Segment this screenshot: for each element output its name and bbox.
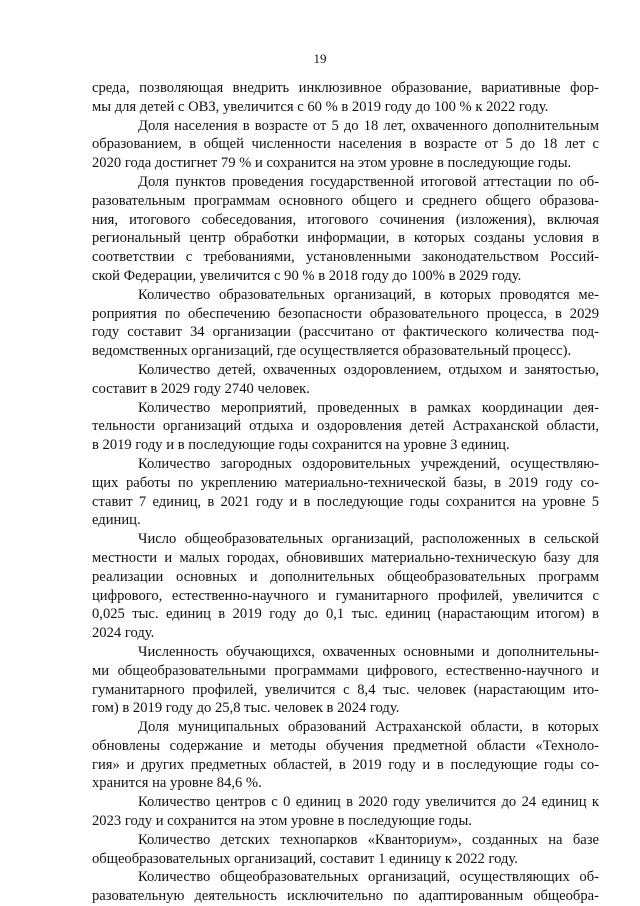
text-line: ской Федерации, увеличится с 90 % в 2018 году до 100% в 2029 году. [92,267,522,284]
text-line: разовательную деятельность исключительно по адаптированным общеобра- [92,888,599,905]
text-line: 0,025 тыс. единиц в 2019 году до 0,1 тыс. единиц (нарастающим итогом) в [92,606,599,623]
text-line: среда, позволяющая внедрить инклюзивное образование, вариативные фор- [92,80,599,96]
text-line: 2023 году и сохранится на этом уровне в последующие годы. [92,813,472,830]
text-line: хранится на уровне 84,6 %. [92,775,262,792]
text-line: Количество образовательных организаций, в которых проводятся ме- [138,286,599,303]
text-line: гуманитарного профилей, увеличится с 8,4 тыс. человек (нарастающим ито- [92,681,599,698]
text-line: Число общеобразовательных организаций, расположенных в сельской [138,531,599,548]
text-line: в 2019 году и в последующие годы сохранится на уровне 3 единиц. [92,437,510,454]
text-line: ведомственных организаций, где осуществляется образовательный процесс). [92,343,572,360]
text-line: 2020 года достигнет 79 % и сохранится на этом уровне в последующие годы. [92,155,572,172]
text-line: общеобразовательных организаций, составит 1 единицу к 2022 году. [92,850,518,867]
text-line: Количество общеобразовательных организаций, осуществляющих об- [138,869,599,886]
text-line: тельности организаций отдыха и оздоровления детей Астраханской области, [92,418,599,435]
text-line: единиц. [92,512,141,529]
text-line: Количество загородных оздоровительных учреждений, осуществляю- [138,455,599,472]
text-line: обновлены содержание и методы обучения предметной области «Техноло- [92,737,599,754]
text-line: Количество мероприятий, проведенных в рамках координации дея- [138,399,599,416]
text-line: Количество детей, охваченных оздоровлением, отдыхом и занятостью, [138,361,599,378]
text-line: ставит 7 единиц, в 2021 году и в последующие годы сохранится на уровне 5 [92,493,599,510]
text-line: региональный центр обработки информации, в которых созданы условия в [92,230,599,247]
text-line: составит в 2029 году 2740 человек. [92,380,310,397]
text-line: щих работы по укреплению материально-технической базы, в 2019 году со- [92,474,599,491]
text-line: году составит 34 организации (рассчитано от фактического количества под- [92,324,599,341]
text-line: цифрового, естественно-научного и гуманитарного профилей, увеличится с [92,587,599,604]
text-line: Доля населения в возрасте от 5 до 18 лет, охваченного дополнительным [138,117,599,134]
text-line: разовательным программам основного общего и среднего общего образова- [92,192,599,209]
text-line: образованием, в общей численности населения в возрасте от 5 до 18 лет с [92,136,599,153]
text-line: ми общеобразовательными программами цифрового, естественно-научного и [92,662,599,679]
text-line: соответствии с требованиями, установленными законодательством Россий- [92,249,599,266]
text-line: Доля пунктов проведения государственной итоговой аттестации по об- [138,173,599,190]
body-text [92,79,599,906]
text-line: роприятия по обеспечению безопасности образовательного процесса, в 2029 [92,305,599,322]
text-line: ния, итогового собеседования, итогового сочинения (изложения), включая [92,211,599,228]
page-number: 19 [313,51,327,66]
text-line: Доля муниципальных образований Астраханской области, в которых [138,719,599,736]
text-line: Количество детских технопарков «Кванториум», созданных на базе [138,831,599,848]
text-line: мы для детей с ОВЗ, увеличится с 60 % в 2019 году до 100 % к 2022 году. [92,98,549,115]
text-line: Количество центров с 0 единиц в 2020 году увеличится до 24 единиц к [138,794,599,811]
text-line: гом) в 2019 году до 25,8 тыс. человек в 2024 году. [92,700,400,717]
text-line: реализации основных и дополнительных общеобразовательных программ [92,568,599,585]
text-line: 2024 году. [92,625,155,642]
text-line: гия» и других предметных областей, в 2019 году и в последующие годы со- [92,756,599,773]
text-line: местности и малых городах, обновивших материально-техническую базу для [92,549,599,566]
text-line: Численность обучающихся, охваченных основными и дополнительны- [138,643,599,660]
